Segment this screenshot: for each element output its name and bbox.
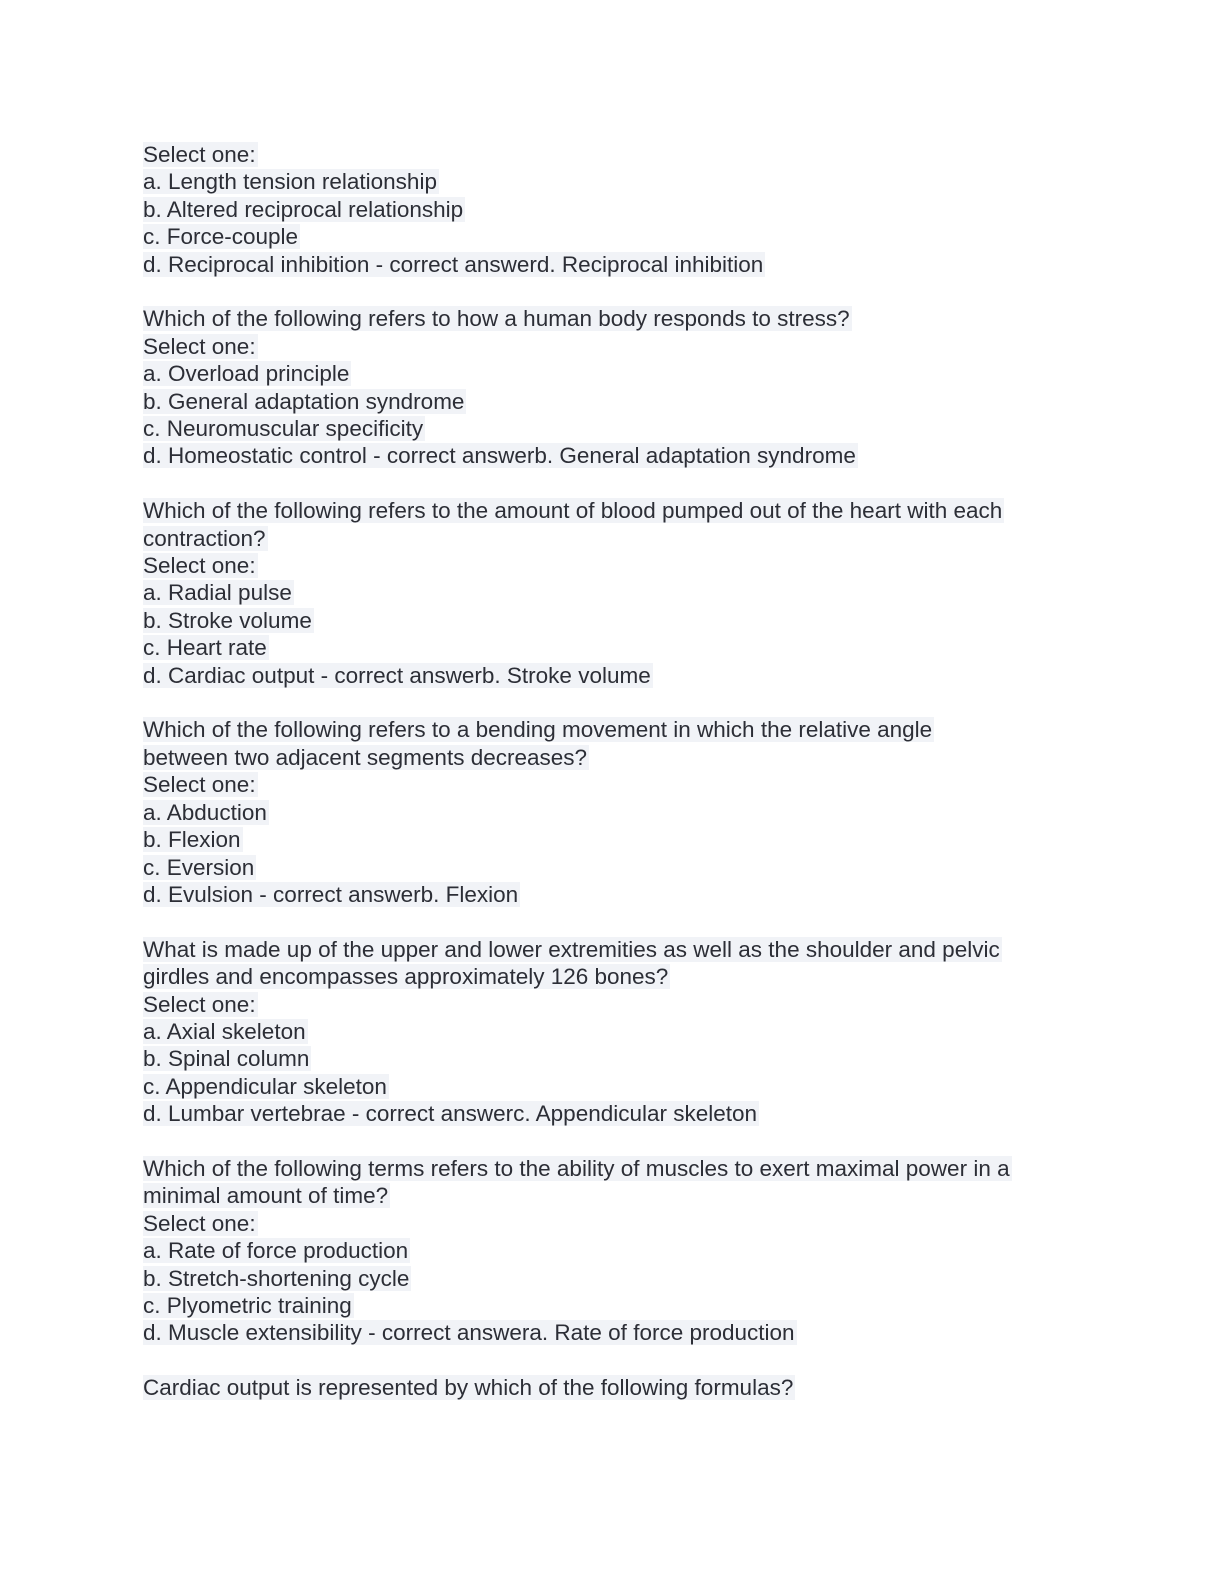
select-one-label: Select one: [143, 772, 256, 798]
option-b: b. Stroke volume [143, 607, 312, 633]
option-d-with-answer: d. Muscle extensibility - correct answera. Rate of force production [143, 1320, 795, 1346]
question-text: What is made up of the upper and lower extremities as well as the shoulder and pelvic [143, 936, 1000, 962]
select-one-label: Select one: [143, 1210, 256, 1236]
option-c: c. Neuromuscular specificity [143, 416, 424, 442]
select-one-label: Select one: [143, 553, 256, 579]
option-a: a. Axial skeleton [143, 1018, 306, 1044]
option-a: a. Rate of force production [143, 1238, 409, 1264]
question-block [143, 936, 1083, 1128]
option-a: a. Radial pulse [143, 580, 292, 606]
document-page [143, 141, 1083, 1429]
question-text-continued: contraction? [143, 525, 266, 551]
select-one-label: Select one: [143, 142, 256, 167]
question-block [143, 497, 1083, 689]
question-block [143, 1374, 1083, 1401]
question-text: Which of the following terms refers to the ability of muscles to exert maximal power in a [143, 1155, 1010, 1181]
option-a: a. Overload principle [143, 361, 350, 387]
option-c: c. Force-couple [143, 224, 299, 250]
option-b: b. Stretch-shortening cycle [143, 1265, 410, 1291]
select-one-label: Select one: [143, 991, 256, 1017]
question-text-continued: girdles and encompasses approximately 126 bones? [143, 964, 669, 990]
question-text-continued: between two adjacent segments decreases? [143, 744, 588, 770]
option-c: c. Appendicular skeleton [143, 1073, 387, 1099]
question-block [143, 716, 1083, 908]
option-d-with-answer: d. Evulsion - correct answerb. Flexion [143, 881, 519, 907]
question-block [143, 141, 1083, 278]
option-b: b. Flexion [143, 827, 241, 853]
select-one-label: Select one: [143, 333, 256, 359]
option-a: a. Abduction [143, 799, 267, 825]
option-a: a. Length tension relationship [143, 169, 437, 195]
question-text: Which of the following refers to how a human body responds to stress? [143, 306, 850, 332]
question-text-continued: minimal amount of time? [143, 1183, 389, 1209]
option-d-with-answer: d. Lumbar vertebrae - correct answerc. Appendicular skeleton [143, 1101, 758, 1127]
option-b: b. Altered reciprocal relationship [143, 196, 464, 222]
option-d-with-answer: d. Homeostatic control - correct answerb. General adaptation syndrome [143, 443, 856, 469]
question-text: Which of the following refers to a bending movement in which the relative angle [143, 717, 933, 743]
option-d-with-answer: d. Cardiac output - correct answerb. Stroke volume [143, 662, 651, 688]
option-b: b. Spinal column [143, 1046, 310, 1072]
option-b: b. General adaptation syndrome [143, 388, 465, 414]
option-d-with-answer: d. Reciprocal inhibition - correct answerd. Reciprocal inhibition [143, 251, 764, 277]
question-text: Which of the following refers to the amount of blood pumped out of the heart with each [143, 498, 1003, 524]
option-c: c. Eversion [143, 854, 255, 880]
question-block [143, 1155, 1083, 1347]
question-text: Cardiac output is represented by which of the following formulas? [143, 1375, 794, 1401]
question-block [143, 305, 1083, 469]
option-c: c. Plyometric training [143, 1292, 352, 1318]
option-c: c. Heart rate [143, 635, 267, 661]
